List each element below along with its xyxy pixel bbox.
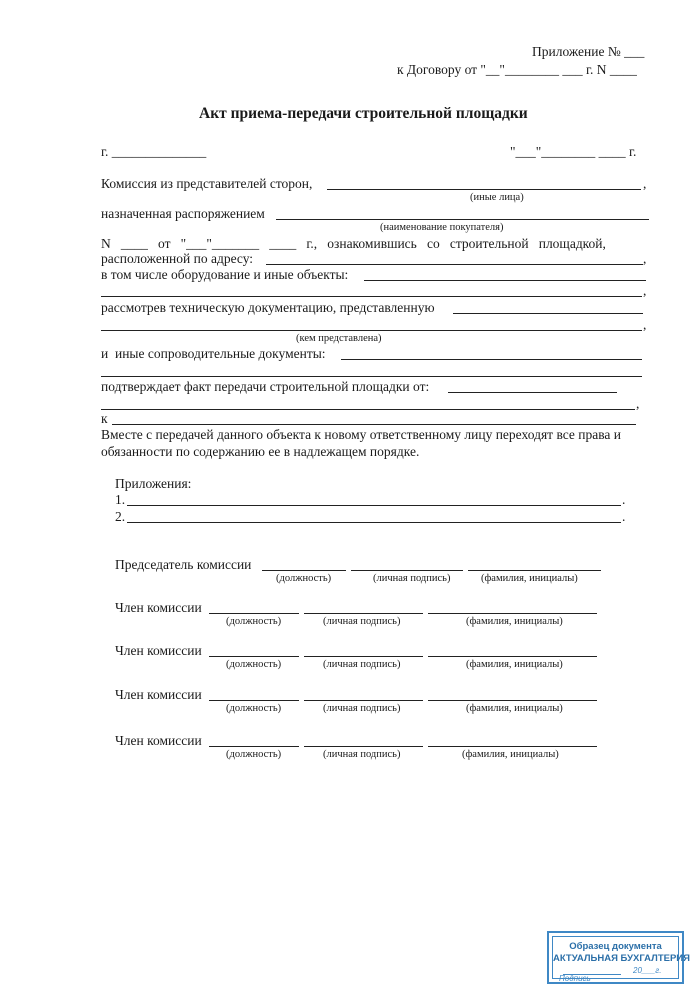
to-label: к bbox=[101, 411, 108, 426]
member-signature-line bbox=[304, 656, 423, 657]
techdoc-label: рассмотрев техническую документацию, представленную bbox=[101, 300, 435, 315]
member-label: Член комиссии bbox=[115, 643, 202, 658]
period: . bbox=[622, 492, 626, 507]
caption-signature: (личная подпись) bbox=[323, 616, 401, 627]
comma: , bbox=[643, 283, 647, 298]
equipment-line bbox=[364, 280, 646, 281]
caption-signature: (личная подпись) bbox=[323, 703, 401, 714]
city-field: г. ______________ bbox=[101, 144, 207, 159]
contract-reference: к Договору от "__"________ ___ г. N ____ bbox=[397, 62, 637, 77]
techdoc-line bbox=[453, 313, 643, 314]
member-position-line bbox=[209, 746, 299, 747]
caption-signature: (личная подпись) bbox=[323, 659, 401, 670]
appointed-line bbox=[276, 219, 649, 220]
caption-buyer-name: (наименование покупателя) bbox=[380, 222, 504, 233]
member-position-line bbox=[209, 700, 299, 701]
caption-name: (фамилия, инициалы) bbox=[466, 703, 563, 714]
caption-position: (должность) bbox=[226, 703, 282, 714]
stamp-date-suffix: 20___г. bbox=[633, 966, 662, 975]
caption-position: (должность) bbox=[226, 616, 282, 627]
member-label: Член комиссии bbox=[115, 600, 202, 615]
stamp-sign-line bbox=[593, 982, 673, 983]
caption-position: (должность) bbox=[276, 573, 332, 584]
member-signature-line bbox=[304, 746, 423, 747]
member-position-line bbox=[209, 656, 299, 657]
address-label: расположенной по адресу: bbox=[101, 251, 254, 266]
period: . bbox=[622, 509, 626, 524]
member-position-line bbox=[209, 613, 299, 614]
other-docs-label: и иные сопроводительные документы: bbox=[101, 346, 326, 361]
stamp-inner-border bbox=[552, 936, 690, 983]
member-name-line bbox=[428, 656, 597, 657]
commission-line bbox=[327, 189, 641, 190]
stamp-line-2: АКТУАЛЬНАЯ БУХГАЛТЕРИЯ bbox=[553, 953, 690, 964]
confirms-line bbox=[448, 392, 617, 393]
caption-name: (фамилия, инициалы) bbox=[466, 616, 563, 627]
appendix-number: Приложение № ___ bbox=[532, 44, 645, 59]
techdoc-line-2 bbox=[101, 330, 642, 331]
other-docs-line-2 bbox=[101, 376, 642, 377]
comma: , bbox=[643, 251, 647, 266]
caption-signature: (личная подпись) bbox=[323, 749, 401, 760]
transfer-text-line-1: Вместе с передачей данного объекта к новому ответственному лицу переходят все права и bbox=[101, 427, 622, 442]
member-name-line bbox=[428, 613, 597, 614]
equipment-label: в том числе оборудование и иные объекты: bbox=[101, 267, 349, 282]
stamp-line-1: Образец документа bbox=[569, 941, 662, 952]
other-docs-line bbox=[341, 359, 642, 360]
order-number-line: N ____ от "___"_______ ____ г., ознакомившись со строительной площадкой, bbox=[101, 236, 606, 251]
comma: , bbox=[643, 176, 647, 191]
equipment-line-2 bbox=[101, 296, 642, 297]
comma: , bbox=[643, 317, 647, 332]
appendix-line-2 bbox=[127, 522, 621, 523]
member-signature-line bbox=[304, 613, 423, 614]
appendices-heading: Приложения: bbox=[115, 476, 192, 491]
document-title: Акт приема-передачи строительной площадки bbox=[199, 105, 528, 122]
caption-name: (фамилия, инициалы) bbox=[466, 659, 563, 670]
member-name-line bbox=[428, 746, 597, 747]
caption-name: (фамилия, инициалы) bbox=[462, 749, 559, 760]
comma: , bbox=[636, 396, 640, 411]
appointed-label: назначенная распоряжением bbox=[101, 206, 265, 221]
chairman-signature-line bbox=[351, 570, 463, 571]
chairman-label: Председатель комиссии bbox=[115, 557, 252, 572]
transfer-text-line-2: обязанности по содержанию ее в надлежащем порядке. bbox=[101, 444, 420, 459]
caption-provided-by: (кем представлена) bbox=[296, 333, 382, 344]
chairman-position-line bbox=[262, 570, 346, 571]
address-line bbox=[266, 264, 643, 265]
stamp-sign-label: Подпись bbox=[559, 974, 591, 983]
to-line bbox=[112, 424, 636, 425]
member-label: Член комиссии bbox=[115, 733, 202, 748]
member-name-line bbox=[428, 700, 597, 701]
confirms-label: подтверждает факт передачи строительной площадки от: bbox=[101, 379, 430, 394]
chairman-name-line bbox=[468, 570, 601, 571]
member-signature-line bbox=[304, 700, 423, 701]
caption-name: (фамилия, инициалы) bbox=[481, 573, 578, 584]
sample-document-stamp bbox=[547, 931, 690, 984]
commission-label: Комиссия из представителей сторон, bbox=[101, 176, 313, 191]
confirms-line-2 bbox=[101, 409, 635, 410]
caption-position: (должность) bbox=[226, 659, 282, 670]
caption-signature: (личная подпись) bbox=[373, 573, 451, 584]
member-label: Член комиссии bbox=[115, 687, 202, 702]
appendix-item-2: 2. bbox=[115, 509, 126, 524]
appendix-line-1 bbox=[127, 505, 621, 506]
appendix-item-1: 1. bbox=[115, 492, 126, 507]
caption-position: (должность) bbox=[226, 749, 282, 760]
caption-other-persons: (иные лица) bbox=[470, 192, 524, 203]
date-field: "___"________ ____ г. bbox=[510, 144, 637, 159]
